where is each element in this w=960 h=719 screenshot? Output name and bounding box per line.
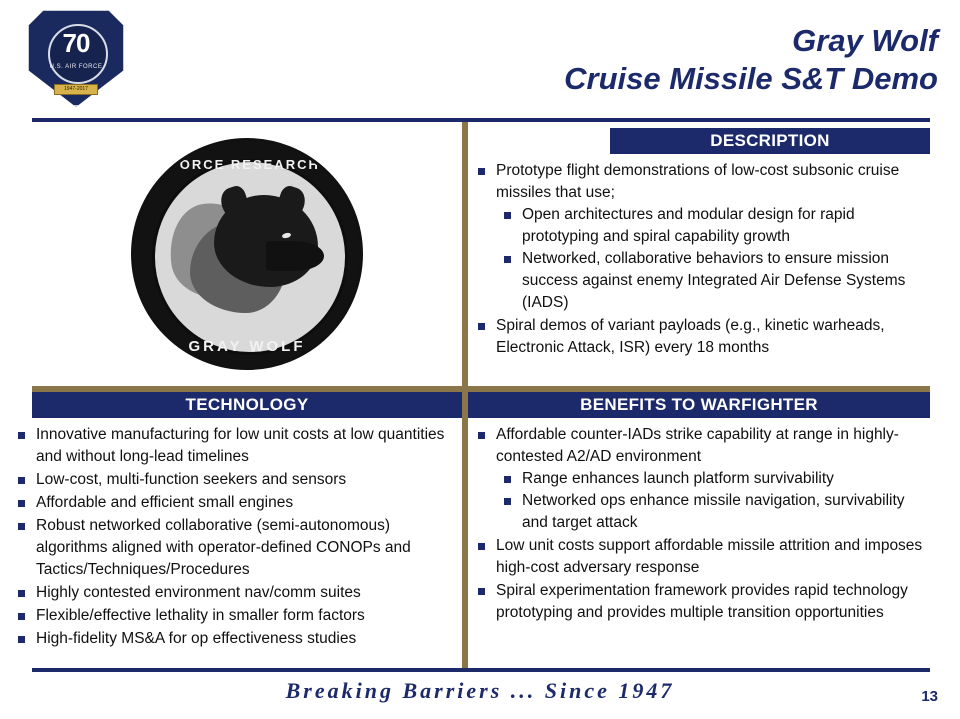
seal-year-band-text: 1947-2017 [64, 86, 88, 92]
bullet-text: Range enhances launch platform survivability [522, 470, 834, 487]
list-item [12, 515, 458, 581]
list-item [472, 580, 930, 624]
benefits-content [472, 424, 930, 625]
benefits-bullet-list [472, 424, 930, 624]
afrl-gray-wolf-patch [32, 124, 462, 384]
top-divider [32, 118, 930, 122]
bullet-text: Affordable counter-IADs strike capability at range in highly-contested A2/AD environment [496, 426, 899, 465]
section-heading-benefits: BENEFITS TO WARFIGHTER [468, 392, 930, 418]
air-force-70th-anniversary-seal [26, 8, 126, 108]
seal-service-name: U.S. AIR FORCE [49, 64, 103, 70]
bullet-text: High-fidelity MS&A for op effectiveness studies [36, 630, 357, 647]
bullet-text: Robust networked collaborative (semi-autonomous) algorithms aligned with operator-defined CONOPs and Tactics/Techniques/Procedures [36, 517, 411, 578]
list-item [472, 535, 930, 579]
bullet-text: Open architectures and modular design for rapid prototyping and spiral capability growth [522, 206, 855, 245]
list-item [496, 490, 930, 534]
bullet-text: Prototype flight demonstrations of low-cost subsonic cruise missiles that use; [496, 162, 900, 201]
benefits-sub-list [496, 468, 930, 534]
list-item [496, 468, 930, 490]
bullet-text: Highly contested environment nav/comm suites [36, 584, 361, 601]
list-item [12, 469, 458, 491]
slide-header [0, 0, 960, 118]
wolf-illustration [170, 193, 324, 317]
bullet-text: Low-cost, multi-function seekers and sensors [36, 471, 347, 488]
list-item [472, 160, 924, 314]
description-bullet-list [472, 160, 924, 359]
section-heading-technology: TECHNOLOGY [32, 392, 462, 418]
description-content [472, 160, 924, 360]
list-item [12, 582, 458, 604]
technology-bullet-list [12, 424, 458, 650]
list-item [12, 605, 458, 627]
bullet-text: Low unit costs support affordable missile attrition and imposes high-cost adversary response [496, 537, 923, 576]
wolf-snout [266, 241, 324, 271]
patch-bottom-text: GRAY WOLF [188, 338, 306, 355]
list-item [496, 204, 924, 248]
page-title-line-2: Cruise Missile S&T Demo [564, 61, 938, 96]
bullet-text: Networked, collaborative behaviors to ensure mission success against enemy Integrated Air Defense Systems (IADS) [522, 250, 906, 311]
list-item [496, 248, 924, 314]
bullet-text: Flexible/effective lethality in smaller form factors [36, 607, 365, 624]
bullet-text: Spiral demos of variant payloads (e.g., kinetic warheads, Electronic Attack, ISR) every 18 months [496, 317, 885, 356]
footer-tagline: Breaking Barriers ... Since 1947 [285, 678, 675, 703]
bottom-divider [32, 668, 930, 672]
bullet-text: Innovative manufacturing for low unit costs at low quantities and without long-lead timelines [36, 426, 445, 465]
list-item [472, 315, 924, 359]
list-item [12, 492, 458, 514]
page-title-line-1: Gray Wolf [792, 23, 938, 58]
list-item [12, 628, 458, 650]
bullet-text: Spiral experimentation framework provides rapid technology prototyping and provides multiple transition opportunities [496, 582, 908, 621]
bullet-text: Networked ops enhance missile navigation, survivability and target attack [522, 492, 905, 531]
list-item [12, 424, 458, 468]
page-title [564, 22, 938, 98]
list-item [472, 424, 930, 534]
seal-year-band [54, 84, 98, 95]
page-number: 13 [921, 688, 938, 705]
seal-anniversary-number: 70 [62, 28, 90, 58]
bullet-text: Affordable and efficient small engines [36, 494, 294, 511]
section-heading-description: DESCRIPTION [610, 128, 930, 154]
patch-top-text: AIR FORCE RESEARCH LAB [135, 157, 359, 172]
patch-circle [131, 138, 363, 370]
technology-content [12, 424, 458, 651]
description-sub-list [496, 204, 924, 314]
